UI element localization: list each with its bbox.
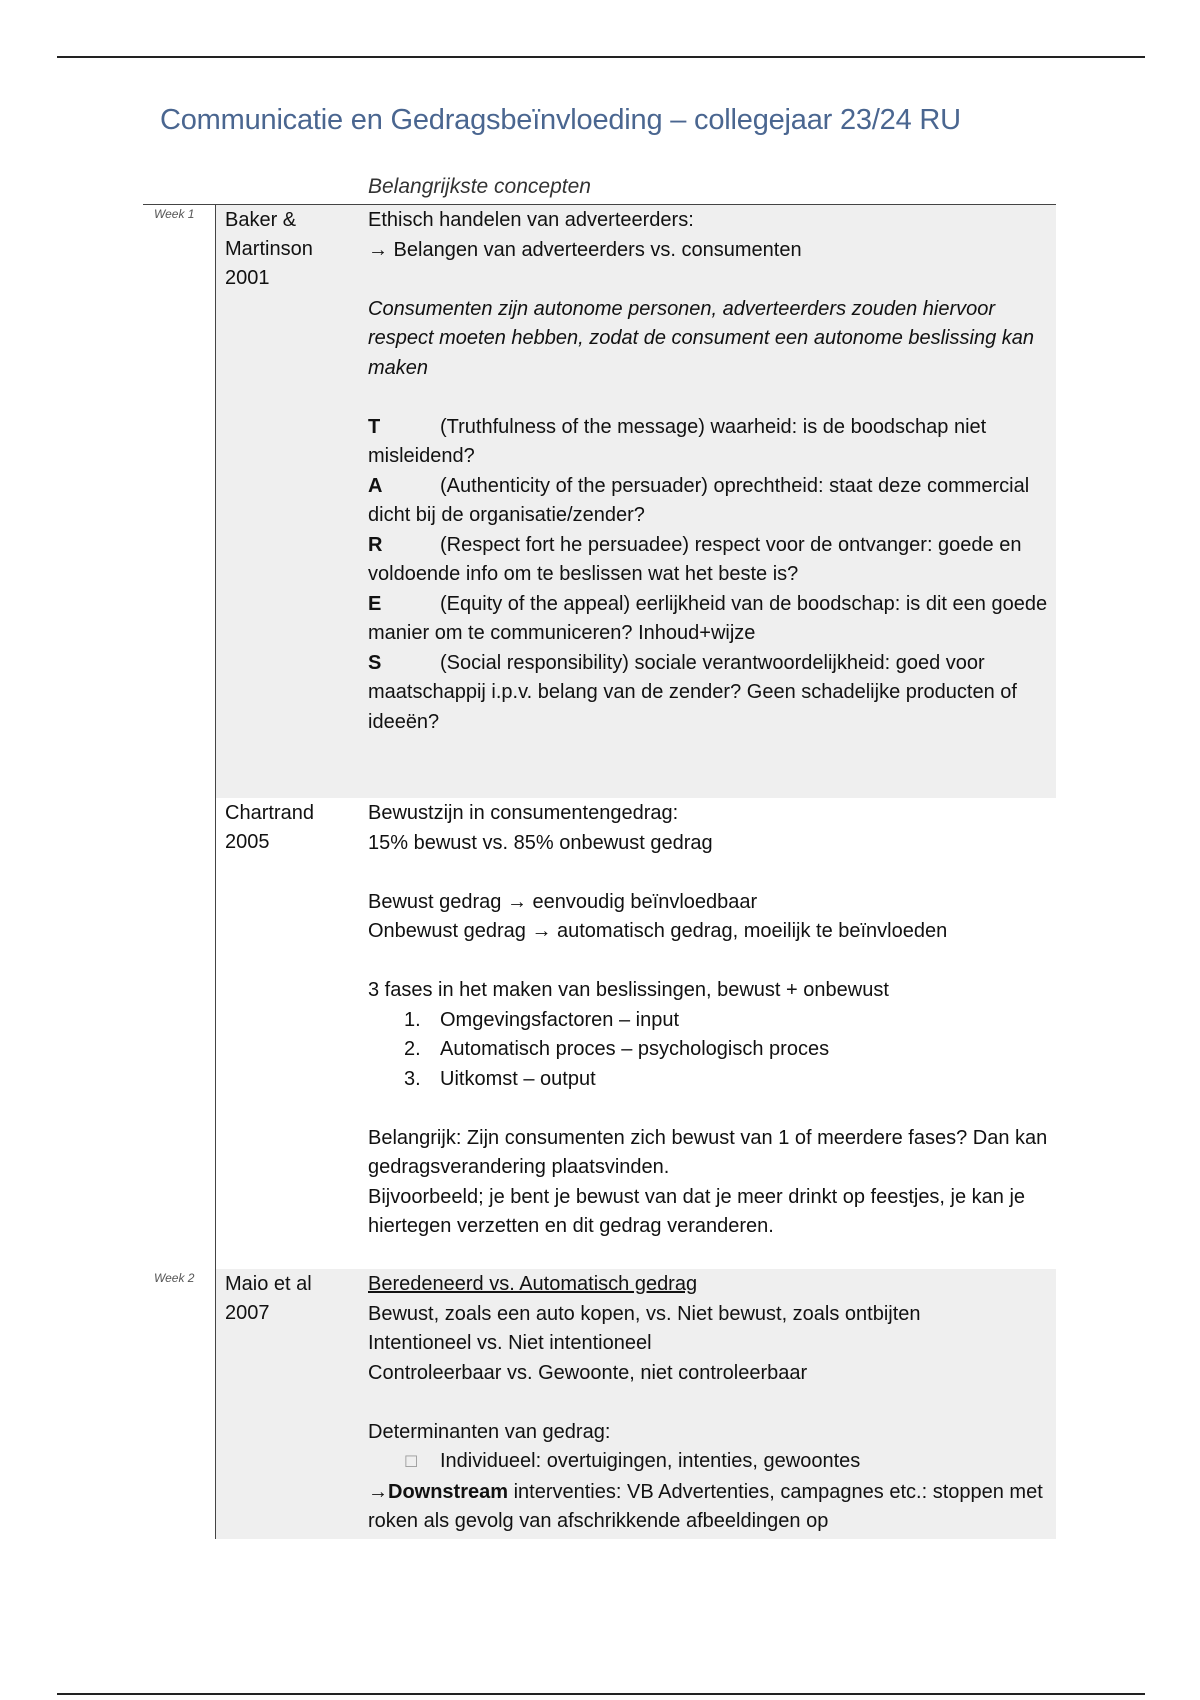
list-number: 3. — [404, 1067, 421, 1090]
text-line: 3 fases in het maken van beslissingen, bewust + onbewust — [368, 979, 889, 1001]
downstream-text: interventies: VB Advertenties, campagnes etc.: stoppen met roken als gevolg van afschrikkende afbeeldingen op — [368, 1480, 1043, 1532]
tares-item — [368, 590, 1048, 649]
list-item — [404, 1006, 1048, 1036]
text-line: → Belangen van adverteerders vs. consumenten — [368, 238, 802, 261]
text-line: Intentioneel vs. Niet intentioneel — [368, 1332, 652, 1354]
bold-term: Downstream — [388, 1480, 509, 1503]
top-rule — [57, 56, 1145, 58]
text-line: 15% bewust vs. 85% onbewust gedrag — [368, 831, 713, 854]
week-label: Week 2 — [154, 1271, 195, 1285]
list-number: 2. — [404, 1038, 421, 1060]
numbered-list — [368, 1006, 1048, 1095]
tares-item — [368, 413, 1048, 472]
author-line: Martinson — [225, 238, 313, 260]
tares-text: (Equity of the appeal) eerlijkheid van de boodschap: is dit een goede manier om te communiceren? Inhoud+wijze — [368, 592, 1048, 644]
list-text: Uitkomst – output — [440, 1067, 596, 1090]
text-line: Controleerbaar vs. Gewoonte, niet controleerbaar — [368, 1361, 808, 1384]
list-text: Automatisch proces – psychologisch proces — [440, 1038, 830, 1060]
tares-letter: A — [368, 474, 383, 497]
section-heading: Beredeneerd vs. Automatisch gedrag — [368, 1273, 698, 1295]
author-cell — [225, 799, 314, 857]
document-title: Communicatie en Gedragsbeïnvloeding – collegejaar 23/24 RU — [160, 104, 961, 136]
tares-text: (Authenticity of the persuader) oprechtheid: staat deze commercial dicht bij de organisatie/zender? — [368, 474, 1030, 526]
tares-letter: E — [368, 592, 382, 615]
week-label: Week 1 — [154, 207, 195, 221]
bullet-item — [368, 1447, 1048, 1478]
text-line: Bewustzijn in consumentengedrag: — [368, 802, 679, 824]
text-line: Ethisch handelen van adverteerders: — [368, 209, 694, 231]
italic-paragraph: Consumenten zijn autonome personen, adverteerders zouden hiervoor respect moeten hebben, zodat de consument een autonome beslissing kan maken — [368, 297, 1034, 379]
arrow-icon: → — [368, 1480, 388, 1503]
text-line: Bewust, zoals een auto kopen, vs. Niet bewust, zoals ontbijten — [368, 1302, 921, 1325]
column-header: Belangrijkste concepten — [368, 175, 591, 198]
tares-letter: T — [368, 415, 381, 438]
list-number: 1. — [404, 1008, 421, 1031]
concepts-cell — [368, 1270, 1048, 1537]
text-line: Onbewust gedrag → automatisch gedrag, moeilijk te beïnvloeden — [368, 920, 948, 942]
author-line: Baker & — [225, 209, 297, 231]
author-line: Maio et al — [225, 1273, 312, 1295]
author-line: 2007 — [225, 1302, 270, 1324]
column-divider — [215, 204, 216, 1539]
author-cell — [225, 206, 313, 293]
tares-item — [368, 472, 1048, 531]
bullet-text: Individueel: overtuigingen, intenties, gewoontes — [440, 1450, 861, 1472]
concepts-cell — [368, 206, 1048, 737]
author-line: 2001 — [225, 267, 270, 289]
bottom-rule — [57, 1693, 1145, 1695]
author-cell — [225, 1270, 312, 1328]
text-line: Determinanten van gedrag: — [368, 1420, 611, 1443]
tares-text: (Respect fort he persuadee) respect voor de ontvanger: goede en voldoende info om te beslissen wat het beste is? — [368, 533, 1022, 585]
concepts-cell — [368, 799, 1048, 1242]
author-line: 2005 — [225, 831, 270, 853]
tares-letter: R — [368, 533, 383, 556]
tares-text: (Social responsibility) sociale verantwoordelijkheid: goed voor maatschappij i.p.v. belang van de zender? Geen schadelijke producten of ideeën? — [368, 651, 1017, 733]
list-item — [404, 1035, 1048, 1065]
list-item — [404, 1065, 1048, 1095]
list-text: Omgevingsfactoren – input — [440, 1008, 680, 1031]
text-line: Bijvoorbeeld; je bent je bewust van dat je meer drinkt op feestjes, je kan je hiertegen verzetten en dit gedrag veranderen. — [368, 1185, 1026, 1237]
downstream-line — [368, 1478, 1048, 1537]
tares-item — [368, 649, 1048, 738]
tares-text: (Truthfulness of the message) waarheid: is de boodschap niet misleidend? — [368, 415, 987, 467]
checkbox-bullet-icon: ☐ — [404, 1454, 419, 1471]
tares-letter: S — [368, 651, 382, 674]
text-line: Bewust gedrag → eenvoudig beïnvloedbaar — [368, 890, 758, 913]
text-line: Belangrijk: Zijn consumenten zich bewust van 1 of meerdere fases? Dan kan gedragsverandering plaatsvinden. — [368, 1126, 1048, 1178]
author-line: Chartrand — [225, 802, 314, 824]
tares-item — [368, 531, 1048, 590]
